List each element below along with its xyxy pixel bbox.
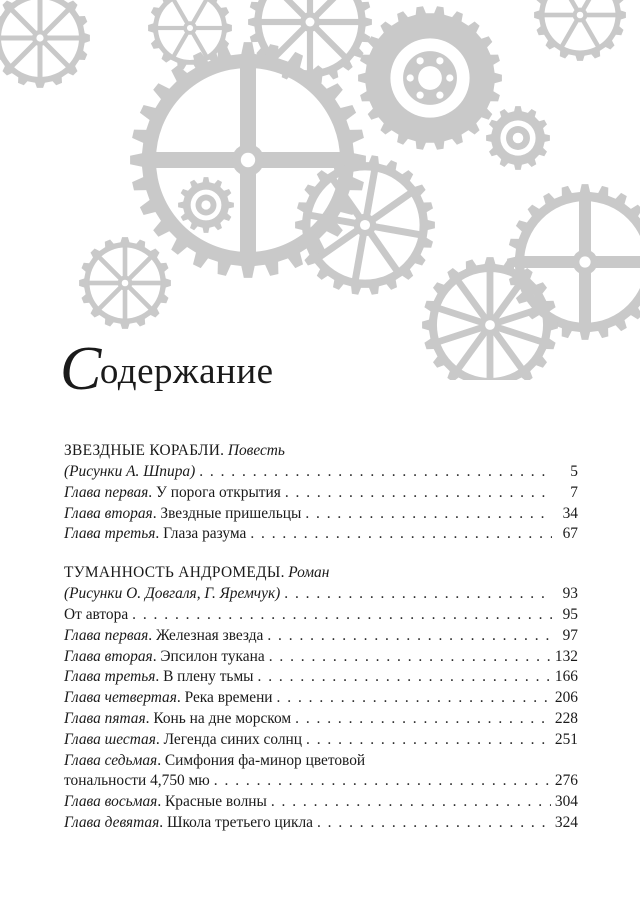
gear-large-left [130, 42, 366, 278]
gears-illustration [0, 0, 640, 380]
gear-lower-right [422, 257, 558, 380]
chapter-label: Глава третья [64, 525, 156, 543]
chapter-label: Глава девятая [64, 813, 160, 831]
page-number: 324 [554, 813, 578, 831]
page-number: 228 [554, 709, 578, 727]
chapter-label: Глава вторая [64, 504, 153, 522]
toc-entry[interactable]: Глава первая. Железная звезда . . . 97 [64, 626, 578, 647]
section-name: ЗВЕЗДНЫЕ КОРАБЛИ [64, 442, 221, 459]
chapter-title: Звездные пришельцы [160, 504, 302, 522]
toc-entry[interactable] [64, 771, 578, 792]
toc-entry[interactable] [64, 584, 578, 605]
page-number: 206 [554, 689, 578, 707]
gear-small-right [486, 106, 550, 170]
toc-entry[interactable]: Глава четвертая. Река времени . . . 206 [64, 688, 578, 709]
entry-label: (Рисунки О. Довгаля, Г. Яремчук) [64, 585, 281, 603]
gear-top-left [0, 0, 90, 88]
toc-entry[interactable]: Глава вторая. Эпсилон тукана . . . 132 [64, 647, 578, 668]
chapter-title: Красные волны [165, 793, 267, 811]
section-name: ТУМАННОСТЬ АНДРОМЕДЫ [64, 564, 281, 582]
leader-dots [214, 771, 551, 792]
toc-entry[interactable]: Глава восьмая. Красные волны . . . 304 [64, 792, 578, 813]
chapter-title: Железная звезда [156, 626, 264, 644]
page-number: 251 [554, 730, 578, 748]
section-genre: Повесть [227, 442, 285, 459]
toc-entry[interactable]: Глава третья. Глаза разума . . . 67 [64, 524, 578, 545]
chapter-label: Глава шестая [64, 730, 156, 748]
page-number: 67 [562, 525, 578, 543]
gear-small-center [178, 177, 234, 233]
leader-dots [258, 667, 551, 688]
chapter-label: Глава первая [64, 483, 149, 501]
chapter-label: Глава пятая [64, 709, 146, 727]
leader-dots [306, 730, 551, 751]
page-number: 95 [562, 605, 578, 623]
leader-dots [285, 483, 552, 504]
page-number: 304 [554, 793, 578, 811]
heading-initial: С [60, 335, 102, 403]
leader-dots [277, 688, 551, 709]
page-number: 132 [554, 647, 578, 665]
leader-dots [305, 504, 552, 525]
chapter-title: Школа третьего цикла [166, 813, 313, 831]
page-number: 276 [554, 772, 578, 790]
leader-dots [199, 462, 552, 483]
gear-top-center [248, 0, 372, 84]
toc-entry[interactable]: Глава третья. В плену тьмы . . . 166 [64, 667, 578, 688]
chapter-title: Эпсилон тукана [160, 647, 265, 665]
section-title: ЗВЕЗДНЫЕ КОРАБЛИ. Повесть [64, 442, 285, 459]
gear-top-right [534, 0, 626, 61]
toc-entry[interactable] [64, 462, 578, 483]
chapter-title: У порога открытия [156, 483, 281, 501]
chapter-label: Глава третья [64, 668, 156, 686]
leader-dots [284, 584, 552, 605]
toc-entry[interactable] [64, 605, 578, 626]
entry-label: От автора [64, 605, 129, 623]
leader-dots [271, 792, 551, 813]
toc-entry[interactable]: Глава пятая. Конь на дне морском . . . 228 [64, 709, 578, 730]
table-of-contents [64, 440, 578, 834]
section-gap [64, 545, 578, 562]
chapter-label: Глава вторая [64, 647, 153, 665]
leader-dots [317, 813, 551, 834]
leader-dots [250, 524, 552, 545]
toc-entry-first-line[interactable]: Глава седьмая. Симфония фа-минор цветовой [64, 751, 366, 769]
gear-lower-left [79, 237, 171, 329]
page-number: 7 [570, 483, 578, 501]
heading-rest: одержание [99, 351, 274, 392]
leader-dots [269, 647, 551, 668]
leader-dots [295, 709, 551, 730]
chapter-title: Симфония фа-минор цветовой [164, 751, 366, 769]
chapter-title: В плену тьмы [163, 668, 254, 686]
chapter-title: Глаза разума [163, 525, 247, 543]
toc-entry[interactable]: Глава шестая. Легенда синих солнц . . . 251 [64, 730, 578, 751]
chapter-title: Конь на дне морском [153, 709, 292, 727]
leader-dots [267, 626, 552, 647]
chapter-label: Глава четвертая [64, 689, 177, 707]
section-genre: Роман [288, 564, 330, 582]
chapter-label: Глава седьмая [64, 751, 158, 769]
contents-heading [60, 335, 274, 403]
chapter-title: Река времени [184, 689, 273, 707]
gear-bolted [358, 6, 502, 149]
chapter-title-continuation: тональности 4,750 мю [64, 772, 210, 790]
chapter-label: Глава первая [64, 626, 149, 644]
chapter-label: Глава восьмая [64, 793, 158, 811]
toc-entry[interactable]: Глава первая. У порога открытия . . . 7 [64, 483, 578, 504]
leader-dots [132, 605, 552, 626]
entry-label: (Рисунки А. Шпира) [64, 463, 196, 480]
chapter-title: Легенда синих солнц [163, 730, 303, 748]
page-number: 5 [570, 463, 578, 480]
section-title: ТУМАННОСТЬ АНДРОМЕДЫ. Роман [64, 564, 330, 582]
page-number: 93 [562, 585, 578, 603]
page-number: 97 [562, 626, 578, 644]
toc-entry[interactable]: Глава вторая. Звездные пришельцы . . . 34 [64, 504, 578, 525]
page-number: 34 [562, 504, 578, 522]
toc-entry[interactable]: Глава девятая. Школа третьего цикла . . . 324 [64, 813, 578, 834]
page-number: 166 [554, 668, 578, 686]
